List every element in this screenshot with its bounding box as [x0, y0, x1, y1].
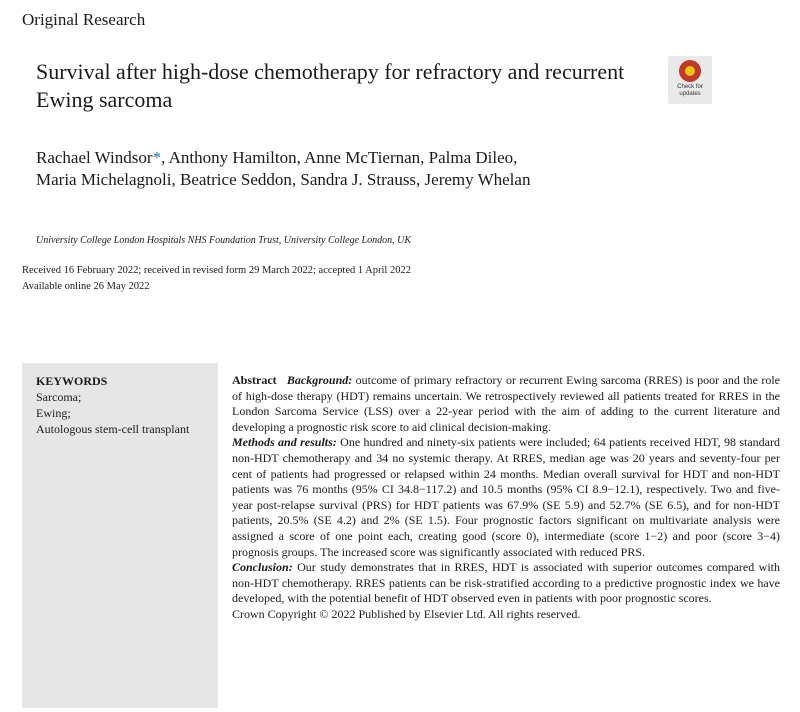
- author-first[interactable]: Rachael Windsor: [36, 148, 153, 167]
- background-label: Background:: [286, 373, 353, 387]
- corresponding-author-marker[interactable]: *: [152, 148, 162, 167]
- abstract-label: Abstract: [232, 373, 277, 387]
- conclusion-text: Our study demonstrates that in RRES, HDT is associated with superior outcomes compared with non-HDT chemotherapy. RRES patients can be risk-stratified according to a predictive prognostic index we have developed, with the potential benefit of HDT observed even in patients with poor prognostic scores.: [232, 560, 780, 606]
- received-dates: Received 16 February 2022; received in revised form 29 March 2022; accepted 1 April 2022: [22, 265, 411, 276]
- background-text: outcome of primary refractory or recurrent Ewing sarcoma (RRES) is poor and the role of high-dose therapy (HDT) remains uncertain. We retrospectively reviewed all patients treated for RRES in the London Sarcoma Service (LSS) over a 22-year period with the aim of adding to the current literature and developing a prognostic risk score to aid clinical decision-making.: [232, 373, 780, 434]
- keywords-heading: KEYWORDS: [36, 374, 108, 388]
- badge-label: Check for updates: [677, 84, 703, 97]
- article-dates: [22, 263, 411, 295]
- authors-line1-rest: , Anthony Hamilton, Anne McTiernan, Palma Dileo,: [161, 148, 518, 167]
- methods-label: Methods and results:: [232, 435, 337, 450]
- updates-icon: [679, 60, 701, 82]
- check-for-updates-badge[interactable]: [668, 56, 712, 104]
- online-date: Available online 26 May 2022: [22, 281, 150, 292]
- author-list: [36, 147, 736, 191]
- authors-line2: Maria Michelagnoli, Beatrice Seddon, Sandra J. Strauss, Jeremy Whelan: [36, 170, 531, 189]
- paper-title: Survival after high-dose chemotherapy for refractory and recurrent Ewing sarcoma: [36, 59, 625, 112]
- keyword-item: Autologous stem-cell transplant: [36, 422, 190, 436]
- keyword-item: Sarcoma;: [36, 390, 82, 404]
- abstract: [232, 373, 780, 623]
- copyright: Crown Copyright © 2022 Published by Elsevier Ltd. All rights reserved.: [232, 606, 581, 621]
- keyword-item: Ewing;: [36, 406, 71, 420]
- abstract-methods: [232, 435, 780, 560]
- section-label: Original Research: [22, 10, 146, 29]
- affiliation: University College London Hospitals NHS Foundation Trust, University College London, UK: [36, 235, 411, 246]
- keywords-box: [22, 363, 218, 708]
- conclusion-label: Conclusion:: [232, 560, 293, 575]
- abstract-conclusion: [232, 560, 780, 607]
- methods-text: One hundred and ninety-six patients were included; 64 patients received HDT, 98 standard non-HDT chemotherapy and 34 no systemic therapy. At RRES, median age was 20 years and seventy-four per cent of patients had progressed or relapsed within 24 months. Median overall survival for HDT and non-HDT patients was 76 months (95% CI 34.8−117.2) and 10.5 months (95% CI 8.9−12.1), respectively. Two and five-year post-relapse survival (PRS) for HDT patients was 67.9% (SE 5.9) and 52.7% (SE 6.5), and for non-HDT patients, 20.5% (SE 4.2) and 2% (SE 1.5). Four prognostic factors significant on multivariate analysis were assigned a score of one point each, creating good (score 0), intermediate (score 1−2) and poor (score 3−4) prognosis groups. The increased score was significantly associated with reduced PRS.: [232, 435, 780, 559]
- abstract-background: [232, 373, 780, 435]
